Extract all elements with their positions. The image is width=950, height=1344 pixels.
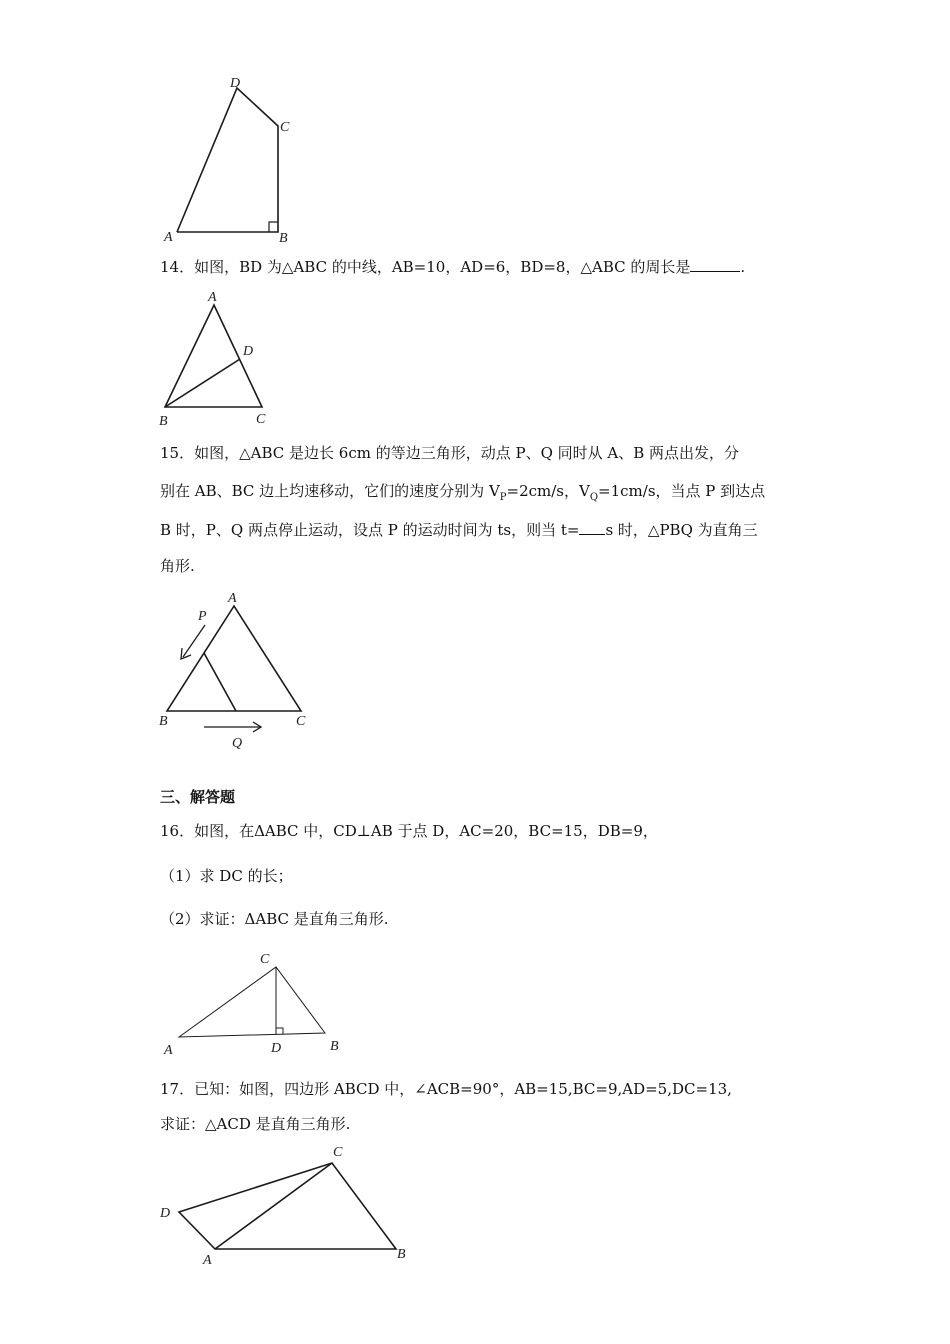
question-17-prove [160,1114,350,1134]
fig15-triangle-abc [167,606,301,711]
question-16-part1 [160,866,293,886]
fig16-triangle-abc [179,967,325,1037]
fig16-label-D: D [271,1041,282,1056]
q15-line3-b: s 时，△PBQ 为直角三 [605,521,758,539]
figure-q17 [155,1140,420,1270]
q14-text: 14．如图，BD 为△ABC 的中线，AB=10，AD=6，BD=8，△ABC 的周长是 [160,258,691,276]
q16-part1-text: （1）求 DC 的长； [160,867,293,885]
question-15-line1 [160,443,739,463]
figure-q15 [155,585,320,755]
fig15-label-B: B [159,714,168,729]
q15-line2-a: 别在 AB、BC 边上均速移动，它们的速度分别为 V [160,482,500,500]
fig16-label-B: B [330,1039,339,1054]
q15-line2-c: =1cm/s，当点 P 到达点 [598,482,766,500]
fig13-edges [177,88,278,232]
fig15-label-P: P [198,609,207,624]
figure-q14 [155,285,285,430]
q15-line1-text: 15．如图，△ABC 是边长 6cm 的等边三角形，动点 P、Q 同时从 A、B 两点出发，分 [160,444,740,462]
question-16-part2 [160,909,389,929]
question-14 [160,256,745,277]
fig15-label-C: C [296,714,306,729]
fig17-label-D: D [160,1206,171,1221]
fig14-label-A: A [208,290,217,305]
fig17-diagonal-ac [215,1163,332,1249]
fig14-label-D: D [243,344,254,359]
figure-q16 [155,945,355,1060]
fig14-label-B: B [159,414,168,429]
fig15-label-Q: Q [232,736,243,751]
fig15-label-A: A [228,591,237,606]
q17-prove-text: 求证：△ACD 是直角三角形. [160,1115,351,1133]
fig13-label-A: A [164,230,173,245]
question-15-line3 [160,519,758,540]
fig16-right-angle-mark [276,1028,283,1034]
fig16-label-A: A [164,1043,173,1058]
q15-sub-q: Q [589,492,599,503]
fig13-right-angle-mark [269,222,278,232]
fig13-label-D: D [230,76,241,91]
fig17-label-C: C [333,1145,343,1160]
question-15-line4 [160,556,195,576]
q16-part2-text: （2）求证：ΔABC 是直角三角形. [160,910,389,928]
question-17-stem [160,1079,732,1099]
figure-q13 [160,70,310,245]
question-16-stem [160,821,658,841]
q15-line4-text: 角形. [160,557,195,575]
question-15-line2 [160,481,765,508]
q15-answer-blank [579,519,605,535]
fig17-label-A: A [203,1253,212,1268]
fig13-label-B: B [279,231,288,246]
q15-sub-p: P [499,492,507,503]
q14-end: . [740,258,746,276]
q14-answer-blank [690,256,740,272]
fig14-label-C: C [256,412,266,427]
section-3-heading: 三、解答题 [160,788,236,806]
q17-stem-text: 17．已知：如图，四边形 ABCD 中，∠ACB=90°，AB=15,BC=9,AD=5,DC=13, [160,1080,732,1098]
fig16-label-C: C [260,952,270,967]
fig17-label-B: B [397,1247,406,1262]
q15-line3-a: B 时，P、Q 两点停止运动，设点 P 的运动时间为 ts，则当 t= [160,521,580,539]
q16-stem-text: 16．如图，在ΔABC 中，CD⊥AB 于点 D，AC=20，BC=15，DB=9， [160,822,658,840]
fig13-label-C: C [280,120,290,135]
fig15-segment-pq [204,653,236,711]
fig15-arrow-p-shaft [183,625,205,657]
q15-line2-b: =2cm/s，V [506,482,590,500]
fig17-quadrilateral-abcd [179,1163,396,1249]
